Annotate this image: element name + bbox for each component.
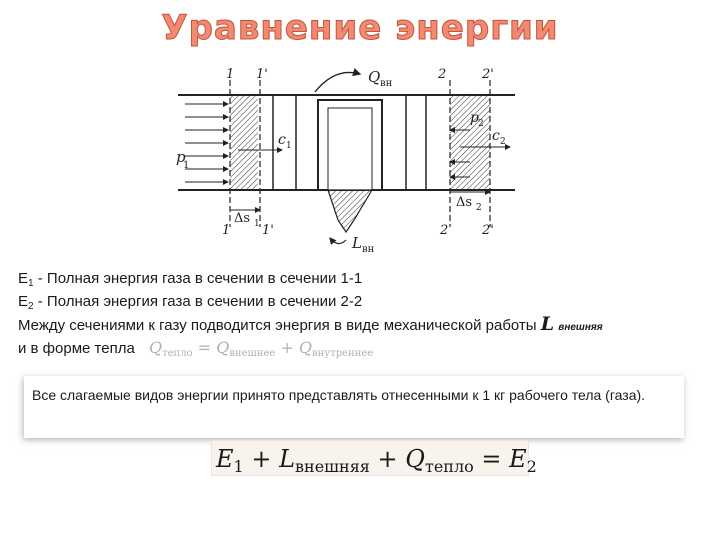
e2-symbol: E: [18, 293, 29, 310]
label-q-sub: вн: [380, 78, 393, 89]
work-sub: внешняя: [558, 322, 603, 333]
note-box: [24, 376, 684, 438]
e2-definition: [18, 293, 362, 315]
label-ds2-sub: 2: [476, 203, 482, 213]
label-c2: c: [492, 128, 500, 144]
work-arrow: [330, 238, 346, 244]
label-sec1-top: 1: [226, 67, 235, 82]
page-title: Уравнение энергии: [161, 8, 559, 48]
between-text: Между сечениями к газу подводится энергия в виде механической работы: [18, 317, 541, 334]
label-q: Q: [368, 68, 381, 86]
label-p1: p: [176, 148, 186, 166]
label-ds1-sub: 1: [254, 219, 260, 229]
label-sec1-bot: 1: [222, 223, 231, 238]
note-text: Все слагаемые видов энергии принято представлять отнесенными к 1 кг рабочего тела (газа).: [32, 387, 646, 403]
e2-index: 2: [28, 301, 34, 312]
heat-arrow: [315, 72, 360, 92]
label-sec1p-bot: 1': [262, 223, 274, 238]
label-sec2-top: 2: [438, 67, 447, 82]
label-l: L: [352, 234, 362, 252]
label-p2: p: [470, 110, 479, 126]
energy-equation: $E_1 + L_{внешняя} + Q_{тепло} = E_2$: [211, 440, 529, 476]
e2-desc: - Полная энергия газа в сечении в сечении 2-2: [33, 293, 363, 310]
work-statement: [18, 313, 603, 336]
label-sec1p-top: 1': [256, 67, 268, 82]
heat-formula: Qтепло = Qвнешнее + Qвнутреннее: [148, 338, 374, 359]
heat-text: и в форме тепла: [18, 340, 135, 357]
work-symbol: L: [540, 313, 555, 335]
label-c2-sub: 2: [500, 137, 506, 147]
label-c1-sub: 1: [286, 141, 292, 151]
label-sec2-bot: 2: [440, 223, 449, 238]
label-p2-sub: 2: [478, 119, 484, 129]
e1-definition: [18, 270, 362, 292]
label-p1-sub: 1: [183, 160, 190, 171]
label-sec2p-bot: 2': [482, 223, 494, 238]
shaft: [328, 190, 372, 232]
label-l-sub: вн: [362, 244, 375, 255]
e1-index: 1: [28, 278, 34, 289]
label-sec2p-top: 2': [482, 67, 494, 82]
label-ds2: Δs: [456, 195, 473, 210]
e1-symbol: E: [18, 270, 29, 287]
label-ds1: Δs: [234, 211, 251, 226]
label-c1: c: [278, 132, 286, 148]
flow-channel-diagram: [170, 62, 530, 255]
heat-statement: [18, 339, 373, 362]
e1-desc: - Полная энергия газа в сечении в сечении 1-1: [33, 270, 363, 287]
section-1-region: [230, 95, 258, 190]
